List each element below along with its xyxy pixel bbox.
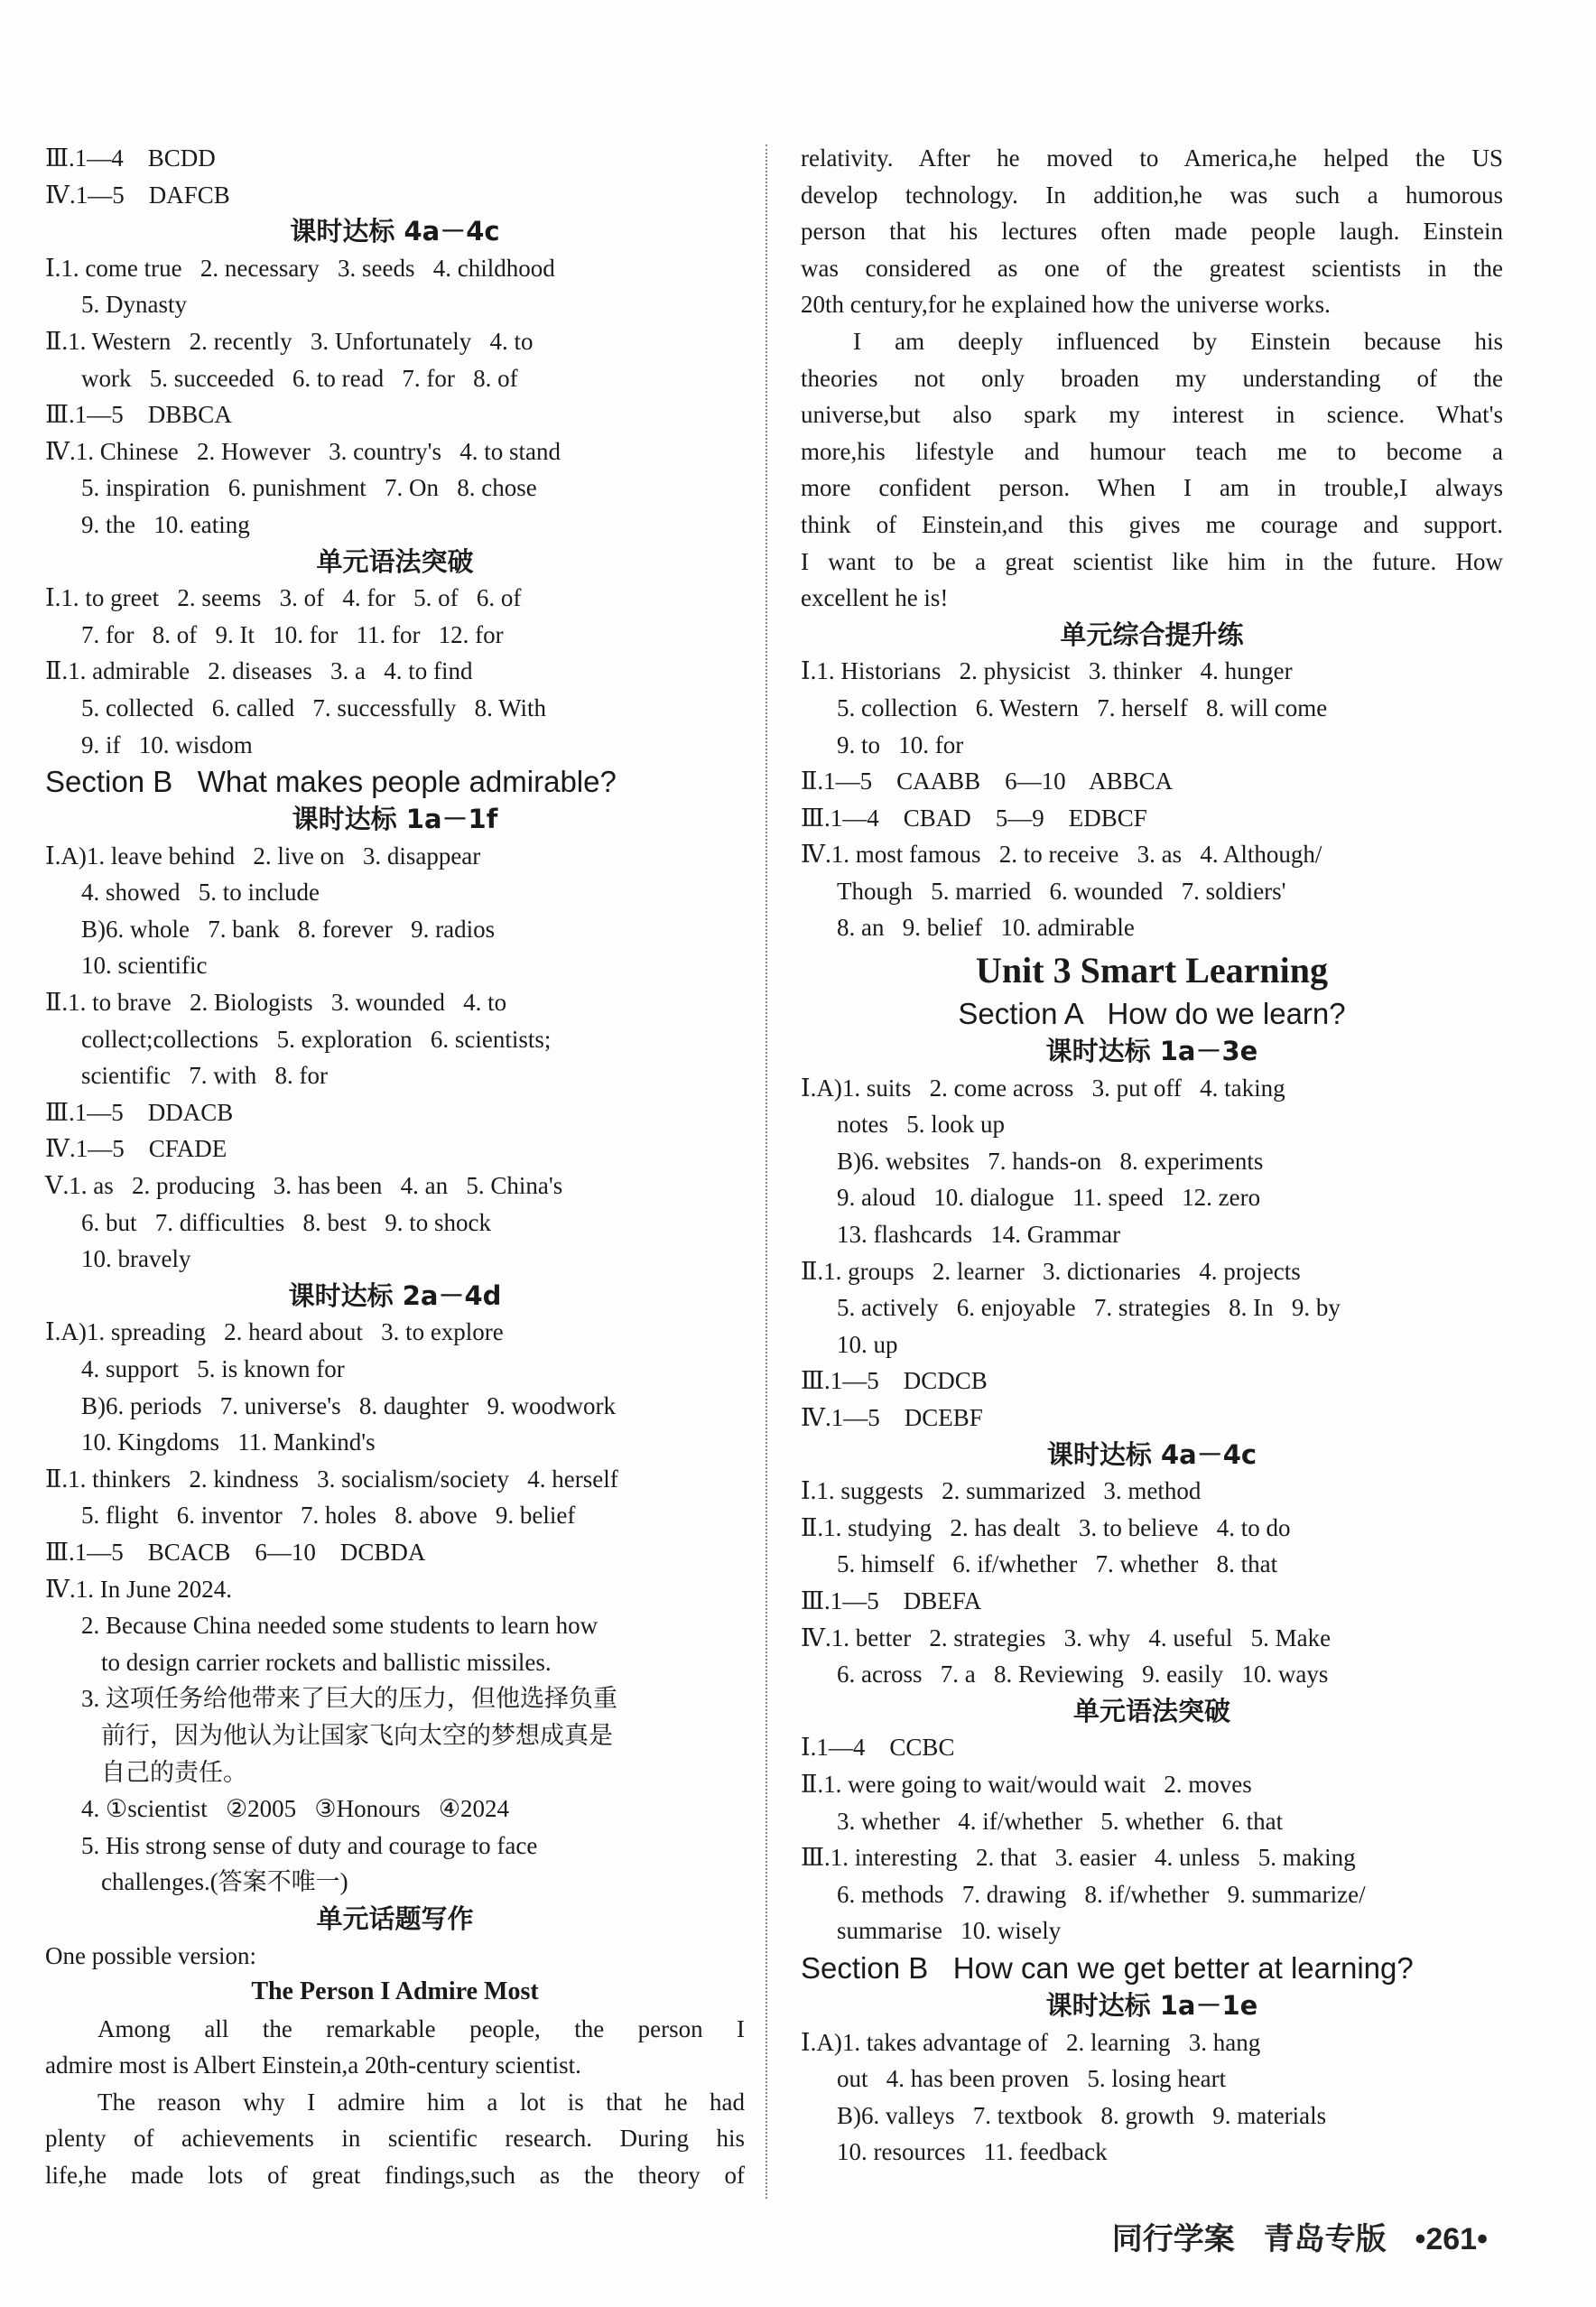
answer-line-continued: notes 5. look up [837,1111,1005,1139]
essay-line: I am deeply influenced by Einstein because his [853,327,1503,355]
answer-line-continued: 5. His strong sense of duty and courage to face [81,1831,538,1859]
answer-line-continued: 7. for 8. of 9. It 10. for 11. for 12. for [81,620,504,648]
essay-line: 20th century,for he explained how the universe works. [801,291,1331,319]
answer-line-continued: 6. methods 7. drawing 8. if/whether 9. summarize/ [837,1880,1366,1908]
essay-line: universe,but also spark my interest in science. What's [801,401,1503,429]
lesson-heading: 课时达标 1a－1e [1045,1989,1258,2021]
answer-line: Ⅰ.A)1. leave behind 2. live on 3. disappear [45,842,481,870]
essay-line: think of Einstein,and this gives me courage and support. [801,510,1503,538]
answer-line: Ⅳ.1. In June 2024. [45,1575,232,1603]
footer-edition: 青岛专版 [1263,2221,1387,2257]
answer-line-continued: 5. himself 6. if/whether 7. whether 8. that [837,1550,1278,1578]
answer-line-continued: 8. an 9. belief 10. admirable [837,914,1135,942]
answer-line: Ⅱ.1. admirable 2. diseases 3. a 4. to find [45,657,473,685]
answer-line: Ⅲ.1—5 DBEFA [801,1586,982,1614]
answer-line-continued: out 4. has been proven 5. losing heart [837,2065,1227,2093]
answer-line: Ⅴ.1. as 2. producing 3. has been 4. an 5. China's [45,1172,563,1200]
answer-line: Ⅲ.1—4 CBAD 5—9 EDBCF [801,804,1147,832]
answer-line-continued: 前行，因为他认为让国家飞向太空的梦想成真是 [101,1721,613,1749]
answer-line-continued: to design carrier rockets and ballistic missiles. [101,1648,552,1676]
answer-line: Ⅲ.1. interesting 2. that 3. easier 4. unless 5. making [801,1844,1356,1872]
answer-line: Ⅱ.1. to brave 2. Biologists 3. wounded 4. to [45,989,507,1017]
answer-line-continued: 10. resources 11. feedback [837,2138,1108,2166]
answer-line-continued: B)6. periods 7. universe's 8. daughter 9. woodwork [81,1391,617,1419]
essay-line: person that his lectures often made people laugh. Einstein [801,218,1503,246]
section-heading: Section A How do we learn? [958,997,1346,1031]
answer-line-continued: B)6. valleys 7. textbook 8. growth 9. materials [837,2101,1327,2129]
answer-line-continued: 3. 这项任务给他带来了巨大的压力，但他选择负重 [81,1685,617,1713]
answer-line: Ⅱ.1. studying 2. has dealt 3. to believe 4. to do [801,1513,1291,1541]
answer-line-continued: 4. support 5. is known for [81,1355,345,1382]
answer-line-continued: 2. Because China needed some students to learn how [81,1612,598,1640]
essay-line: plenty of achievements in scientific research. During his [45,2125,745,2153]
right-column [801,140,1503,2171]
text-line: One possible version: [45,1941,256,1969]
essay-line: more,his lifestyle and humour teach me to become a [801,437,1503,465]
answer-line: Ⅳ.1—5 DAFCB [45,181,230,209]
answer-line: Ⅳ.1. Chinese 2. However 3. country's 4. to stand [45,437,561,465]
answer-line-continued: 自己的责任。 [101,1758,247,1786]
answer-line-continued: 9. to 10. for [837,730,964,758]
essay-line: relativity. After he moved to America,he helped the US [801,144,1503,172]
answer-line-continued: scientific 7. with 8. for [81,1062,328,1090]
essay-line: The reason why I admire him a lot is that he had [97,2088,745,2116]
essay-title: The Person I Admire Most [251,1977,539,2006]
answer-line-continued: 6. but 7. difficulties 8. best 9. to shock [81,1208,491,1236]
section-heading: Section B What makes people admirable? [45,765,617,799]
lesson-heading: 单元语法突破 [316,545,474,577]
answer-line-continued: 5. collected 6. called 7. successfully 8. With [81,693,547,721]
answer-line: Ⅱ.1. thinkers 2. kindness 3. socialism/society 4. herself [45,1465,618,1493]
essay-line: life,he made lots of great findings,such as the theory of [45,2162,745,2190]
lesson-heading: 课时达标 1a－3e [1045,1036,1258,1067]
answer-line-continued: B)6. whole 7. bank 8. forever 9. radios [81,915,496,943]
answer-line: Ⅳ.1. most famous 2. to receive 3. as 4. Although/ [801,841,1322,869]
answer-line-continued: 5. Dynasty [81,291,187,319]
answer-line: Ⅱ.1—5 CAABB 6—10 ABBCA [801,767,1174,795]
unit-title: Unit 3 Smart Learning [976,950,1328,991]
answer-line-continued: 10. up [837,1330,898,1358]
answer-line: Ⅰ.1. suggests 2. summarized 3. method [801,1477,1202,1505]
lesson-heading: 单元综合提升练 [1060,619,1244,650]
answer-line: Ⅰ.A)1. suits 2. come across 3. put off 4. taking [801,1074,1285,1102]
answer-line: Ⅲ.1—4 BCDD [45,144,216,172]
answer-line-continued: 9. aloud 10. dialogue 11. speed 12. zero [837,1184,1261,1212]
answer-line-continued: 10. scientific [81,952,208,980]
answer-line: Ⅲ.1—5 DBBCA [45,401,232,429]
answer-line-continued: 5. collection 6. Western 7. herself 8. will come [837,693,1328,721]
essay-line: more confident person. When I am in trouble,I always [801,474,1503,502]
answer-line: Ⅱ.1. Western 2. recently 3. Unfortunately 4. to [45,327,534,355]
answer-line: Ⅰ.1. come true 2. necessary 3. seeds 4. childhood [45,254,555,282]
answer-line: Ⅲ.1—5 DCDCB [801,1367,988,1395]
answer-line: Ⅱ.1. were going to wait/would wait 2. moves [801,1770,1252,1798]
answer-line-continued: B)6. websites 7. hands-on 8. experiments [837,1147,1264,1175]
footer-brand: 同行学案 [1111,2221,1235,2257]
lesson-heading: 单元语法突破 [1072,1695,1230,1726]
section-heading: Section B How can we get better at learning? [801,1950,1414,1985]
answer-line-continued: 3. whether 4. if/whether 5. whether 6. that [837,1807,1284,1835]
answer-line-continued: 10. Kingdoms 11. Mankind's [81,1428,376,1456]
answer-line-continued: 4. ①scientist ②2005 ③Honours ④2024 [81,1795,510,1823]
essay-line: was considered as one of the greatest scientists in the [801,254,1503,282]
answer-line-continued: 5. inspiration 6. punishment 7. On 8. chose [81,474,537,502]
answer-line-continued: 5. actively 6. enjoyable 7. strategies 8. In 9. by [837,1294,1341,1322]
answer-line-continued: Though 5. married 6. wounded 7. soldiers' [837,877,1286,905]
left-column [45,140,745,2194]
answer-line-continued: 6. across 7. a 8. Reviewing 9. easily 10. ways [837,1660,1329,1688]
answer-line-continued: challenges.(答案不唯一) [101,1868,348,1896]
answer-line-continued: 5. flight 6. inventor 7. holes 8. above 9. belief [81,1502,576,1530]
essay-line: develop technology. In addition,he was such a humorous [801,181,1503,209]
answer-line: Ⅰ.1. to greet 2. seems 3. of 4. for 5. of 6. of [45,584,522,612]
essay-line: admire most is Albert Einstein,a 20th-century scientist. [45,2051,581,2079]
lesson-heading: 课时达标 4a－4c [1046,1438,1257,1470]
answer-line-continued: 9. the 10. eating [81,510,250,538]
answer-line: Ⅳ.1—5 DCEBF [801,1404,983,1431]
lesson-heading: 单元话题写作 [316,1902,474,1934]
answer-line: Ⅰ.1—4 CCBC [801,1734,955,1762]
essay-line: I want to be a great scientist like him in the future. How [801,547,1503,575]
lesson-heading: 课时达标 4a－4c [290,216,500,247]
answer-line: Ⅳ.1—5 CFADE [45,1135,227,1163]
answer-line: Ⅰ.A)1. spreading 2. heard about 3. to explore [45,1318,504,1346]
essay-line: excellent he is! [801,584,949,612]
answer-line-continued: work 5. succeeded 6. to read 7. for 8. of [81,364,518,392]
answer-line: Ⅰ.A)1. takes advantage of 2. learning 3. hang [801,2028,1261,2056]
answer-line-continued: 10. bravely [81,1245,191,1273]
page-number: •261• [1415,2222,1488,2256]
lesson-heading: 课时达标 2a－4d [288,1279,502,1311]
answer-line: Ⅲ.1—5 BCACB 6—10 DCBDA [45,1538,426,1566]
answer-line-continued: 9. if 10. wisdom [81,730,253,758]
answer-line-continued: summarise 10. wisely [837,1917,1062,1945]
lesson-heading: 课时达标 1a－1f [292,804,498,835]
page-footer [1094,2214,1488,2258]
answer-line: Ⅲ.1—5 DDACB [45,1098,234,1126]
essay-line: theories not only broaden my understanding of the [801,364,1503,392]
answer-line: Ⅱ.1. groups 2. learner 3. dictionaries 4. projects [801,1257,1301,1285]
answer-line-continued: 4. showed 5. to include [81,879,320,907]
column-divider [766,144,767,2199]
answer-line: Ⅰ.1. Historians 2. physicist 3. thinker 4. hunger [801,657,1293,685]
answer-line-continued: collect;collections 5. exploration 6. scientists; [81,1025,552,1053]
essay-line: Among all the remarkable people, the person I [97,2014,745,2042]
answer-line-continued: 13. flashcards 14. Grammar [837,1221,1121,1249]
answer-line: Ⅳ.1. better 2. strategies 3. why 4. useful 5. Make [801,1623,1332,1651]
